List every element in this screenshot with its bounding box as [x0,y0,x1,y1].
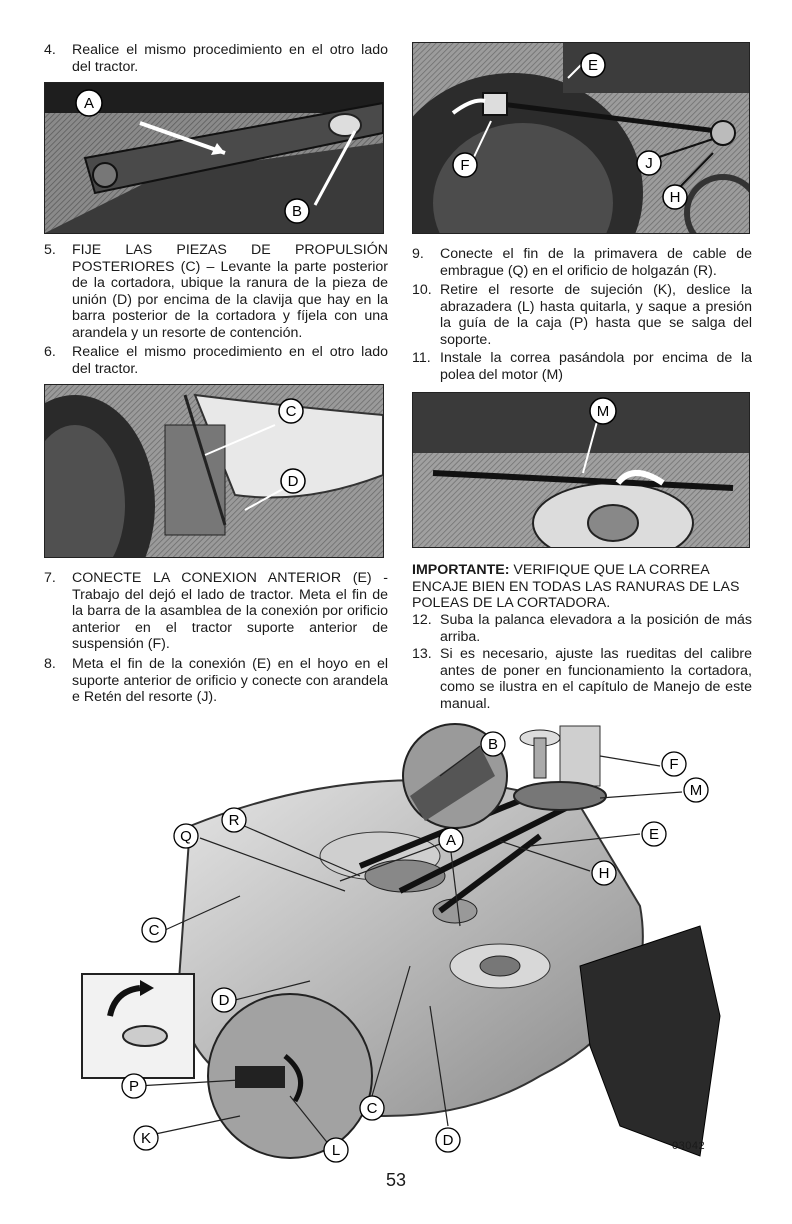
photo-bar-slot-illustration [45,83,383,233]
callout-J: J [645,155,653,172]
callout-H: H [598,865,610,882]
photo-engine-pulley [412,392,750,548]
callout-C: C [285,403,297,420]
callout-L: L [331,1142,341,1159]
step-9 [412,246,752,279]
callout-M: M [596,403,610,420]
figure-code: 03042 [672,1140,706,1152]
step-number: 11. [412,350,431,366]
important-text: VERIFIQUE QUE LA CORREA ENCAJE BIEN EN TODAS LAS RANURAS DE LAS POLEAS DE LA CORTADORA. [412,562,740,612]
callout-P: P [128,1078,140,1095]
step-number: 13. [412,646,432,662]
step-6 [44,344,388,377]
page-number: 53 [385,1170,407,1190]
step-text: Suba la palanca elevadora a la posición de más arriba. [440,612,752,645]
callout-Q: Q [180,828,192,845]
step-text: CONECTE LA CONEXION ANTERIOR (E) - Trabajo del dejó el lado de tractor. Meta el fin de la barra de la asamblea de la conexión por orificio anterior en el tractor suporte anterior de suspensión (F). [72,570,388,653]
mower-deck-diagram [60,716,740,1164]
step-text: Instale la correa pasándola por encima de la polea del motor (M) [440,350,752,383]
callout-R: R [228,812,240,829]
step-number: 7. [44,570,56,586]
important-label: IMPORTANTE: [412,562,510,578]
photo-front-link-illustration [413,43,749,233]
callout-F: F [669,756,679,773]
callout-D: D [442,1132,454,1149]
step-5 [44,242,388,342]
callout-E: E [648,826,660,843]
step-text: Retire el resorte de sujeción (K), deslice la abrazadera (L) hasta quitarla, y saque a presión la guía de la caja (P) hasta que se salga del soporte. [440,282,752,348]
callout-C: C [148,922,160,939]
callout-H: H [669,189,681,206]
step-text: Si es necesario, ajuste las rueditas del calibre antes de poner en funcionamiento la cortadora, como se ilustra en el capítulo de Manejo de este manual. [440,646,752,712]
callout-D: D [287,473,299,490]
photo-engine-pulley-illustration [413,393,749,547]
important-note [412,562,752,612]
callout-M: M [689,782,703,799]
step-number: 12. [412,612,432,628]
callout-A: A [83,95,95,112]
callout-K: K [140,1130,152,1147]
photo-bar-slot [44,82,384,234]
step-text: FIJE LAS PIEZAS DE PROPULSIÓN POSTERIORES (C) – Levante la parte posterior de la cortadora, ubique la ranura de la pieza de unión (D) por encima de la clavija que hay en la barra posterior de la cortadora y fíjela con una arandela y un resorte de contención. [72,242,388,341]
callout-B: B [291,203,303,220]
mower-deck-illustration [60,716,740,1164]
step-number: 4. [44,42,56,58]
step-8 [44,656,388,706]
photo-rear-link-illustration [45,385,383,557]
callout-C: C [366,1100,378,1117]
step-number: 9. [412,246,424,262]
step-number: 6. [44,344,56,360]
callout-F: F [460,157,470,174]
step-number: 8. [44,656,56,672]
step-10 [412,282,752,348]
step-number: 5. [44,242,56,258]
step-11 [412,350,752,383]
photo-front-link [412,42,750,234]
callout-E: E [587,57,599,74]
step-text: Realice el mismo procedimiento en el otro lado del tractor. [72,42,388,75]
step-13 [412,646,752,712]
step-text: Conecte el fin de la primavera de cable de embrague (Q) en el orificio de holgazán (R). [440,246,752,279]
step-number: 10. [412,282,432,298]
step-7 [44,570,388,653]
step-12 [412,612,752,645]
callout-A: A [445,832,457,849]
step-text: Meta el fin de la conexión (E) en el hoyo en el suporte anterior de orificio y conecte con arandela e Retén del resorte (J). [72,656,388,706]
step-text: Realice el mismo procedimiento en el otro lado del tractor. [72,344,388,377]
step-4 [44,42,388,75]
callout-D: D [218,992,230,1009]
photo-rear-link [44,384,384,558]
callout-B: B [487,736,499,753]
